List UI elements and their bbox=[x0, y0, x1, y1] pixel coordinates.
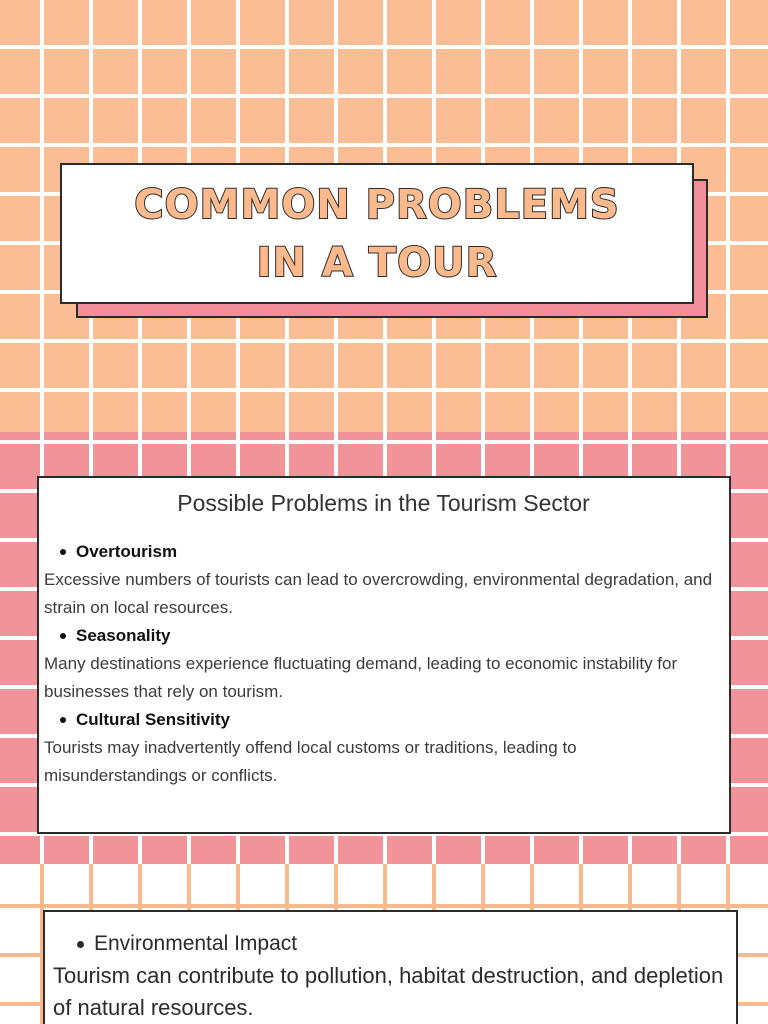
item-description: Tourists may inadvertently offend local customs or traditions, leading to misunderstandings or conflicts. bbox=[44, 738, 577, 785]
item-title-cultural-sensitivity bbox=[44, 706, 723, 734]
list-item bbox=[53, 928, 728, 1024]
item-title-label: Cultural Sensitivity bbox=[76, 710, 230, 729]
problems-card bbox=[37, 476, 731, 834]
bullet-icon bbox=[60, 717, 66, 723]
bullet-icon bbox=[60, 633, 66, 639]
item-title-label: Environmental Impact bbox=[94, 932, 298, 955]
item-description: Tourism can contribute to pollution, habitat destruction, and depletion of natural resources. bbox=[53, 963, 724, 1020]
item-title-overtourism bbox=[44, 538, 723, 566]
bullet-icon bbox=[77, 941, 84, 948]
item-title-environmental-impact bbox=[53, 928, 728, 960]
item-title-seasonality bbox=[44, 622, 723, 650]
page-title: COMMON PROBLEMS IN A TOUR bbox=[134, 181, 620, 286]
list-item bbox=[44, 622, 723, 706]
title-box bbox=[60, 163, 694, 304]
item-description: Many destinations experience fluctuating demand, leading to economic instability for businesses that rely on tourism. bbox=[44, 654, 678, 701]
environmental-card bbox=[43, 910, 738, 1024]
card-heading: Possible Problems in the Tourism Sector bbox=[177, 490, 590, 516]
item-title-label: Seasonality bbox=[76, 626, 171, 645]
list-item bbox=[44, 538, 723, 622]
item-title-label: Overtourism bbox=[76, 542, 178, 561]
list-item bbox=[44, 706, 723, 790]
bullet-icon bbox=[60, 549, 66, 555]
item-description: Excessive numbers of tourists can lead to overcrowding, environmental degradation, and strain on local resources. bbox=[44, 570, 713, 617]
